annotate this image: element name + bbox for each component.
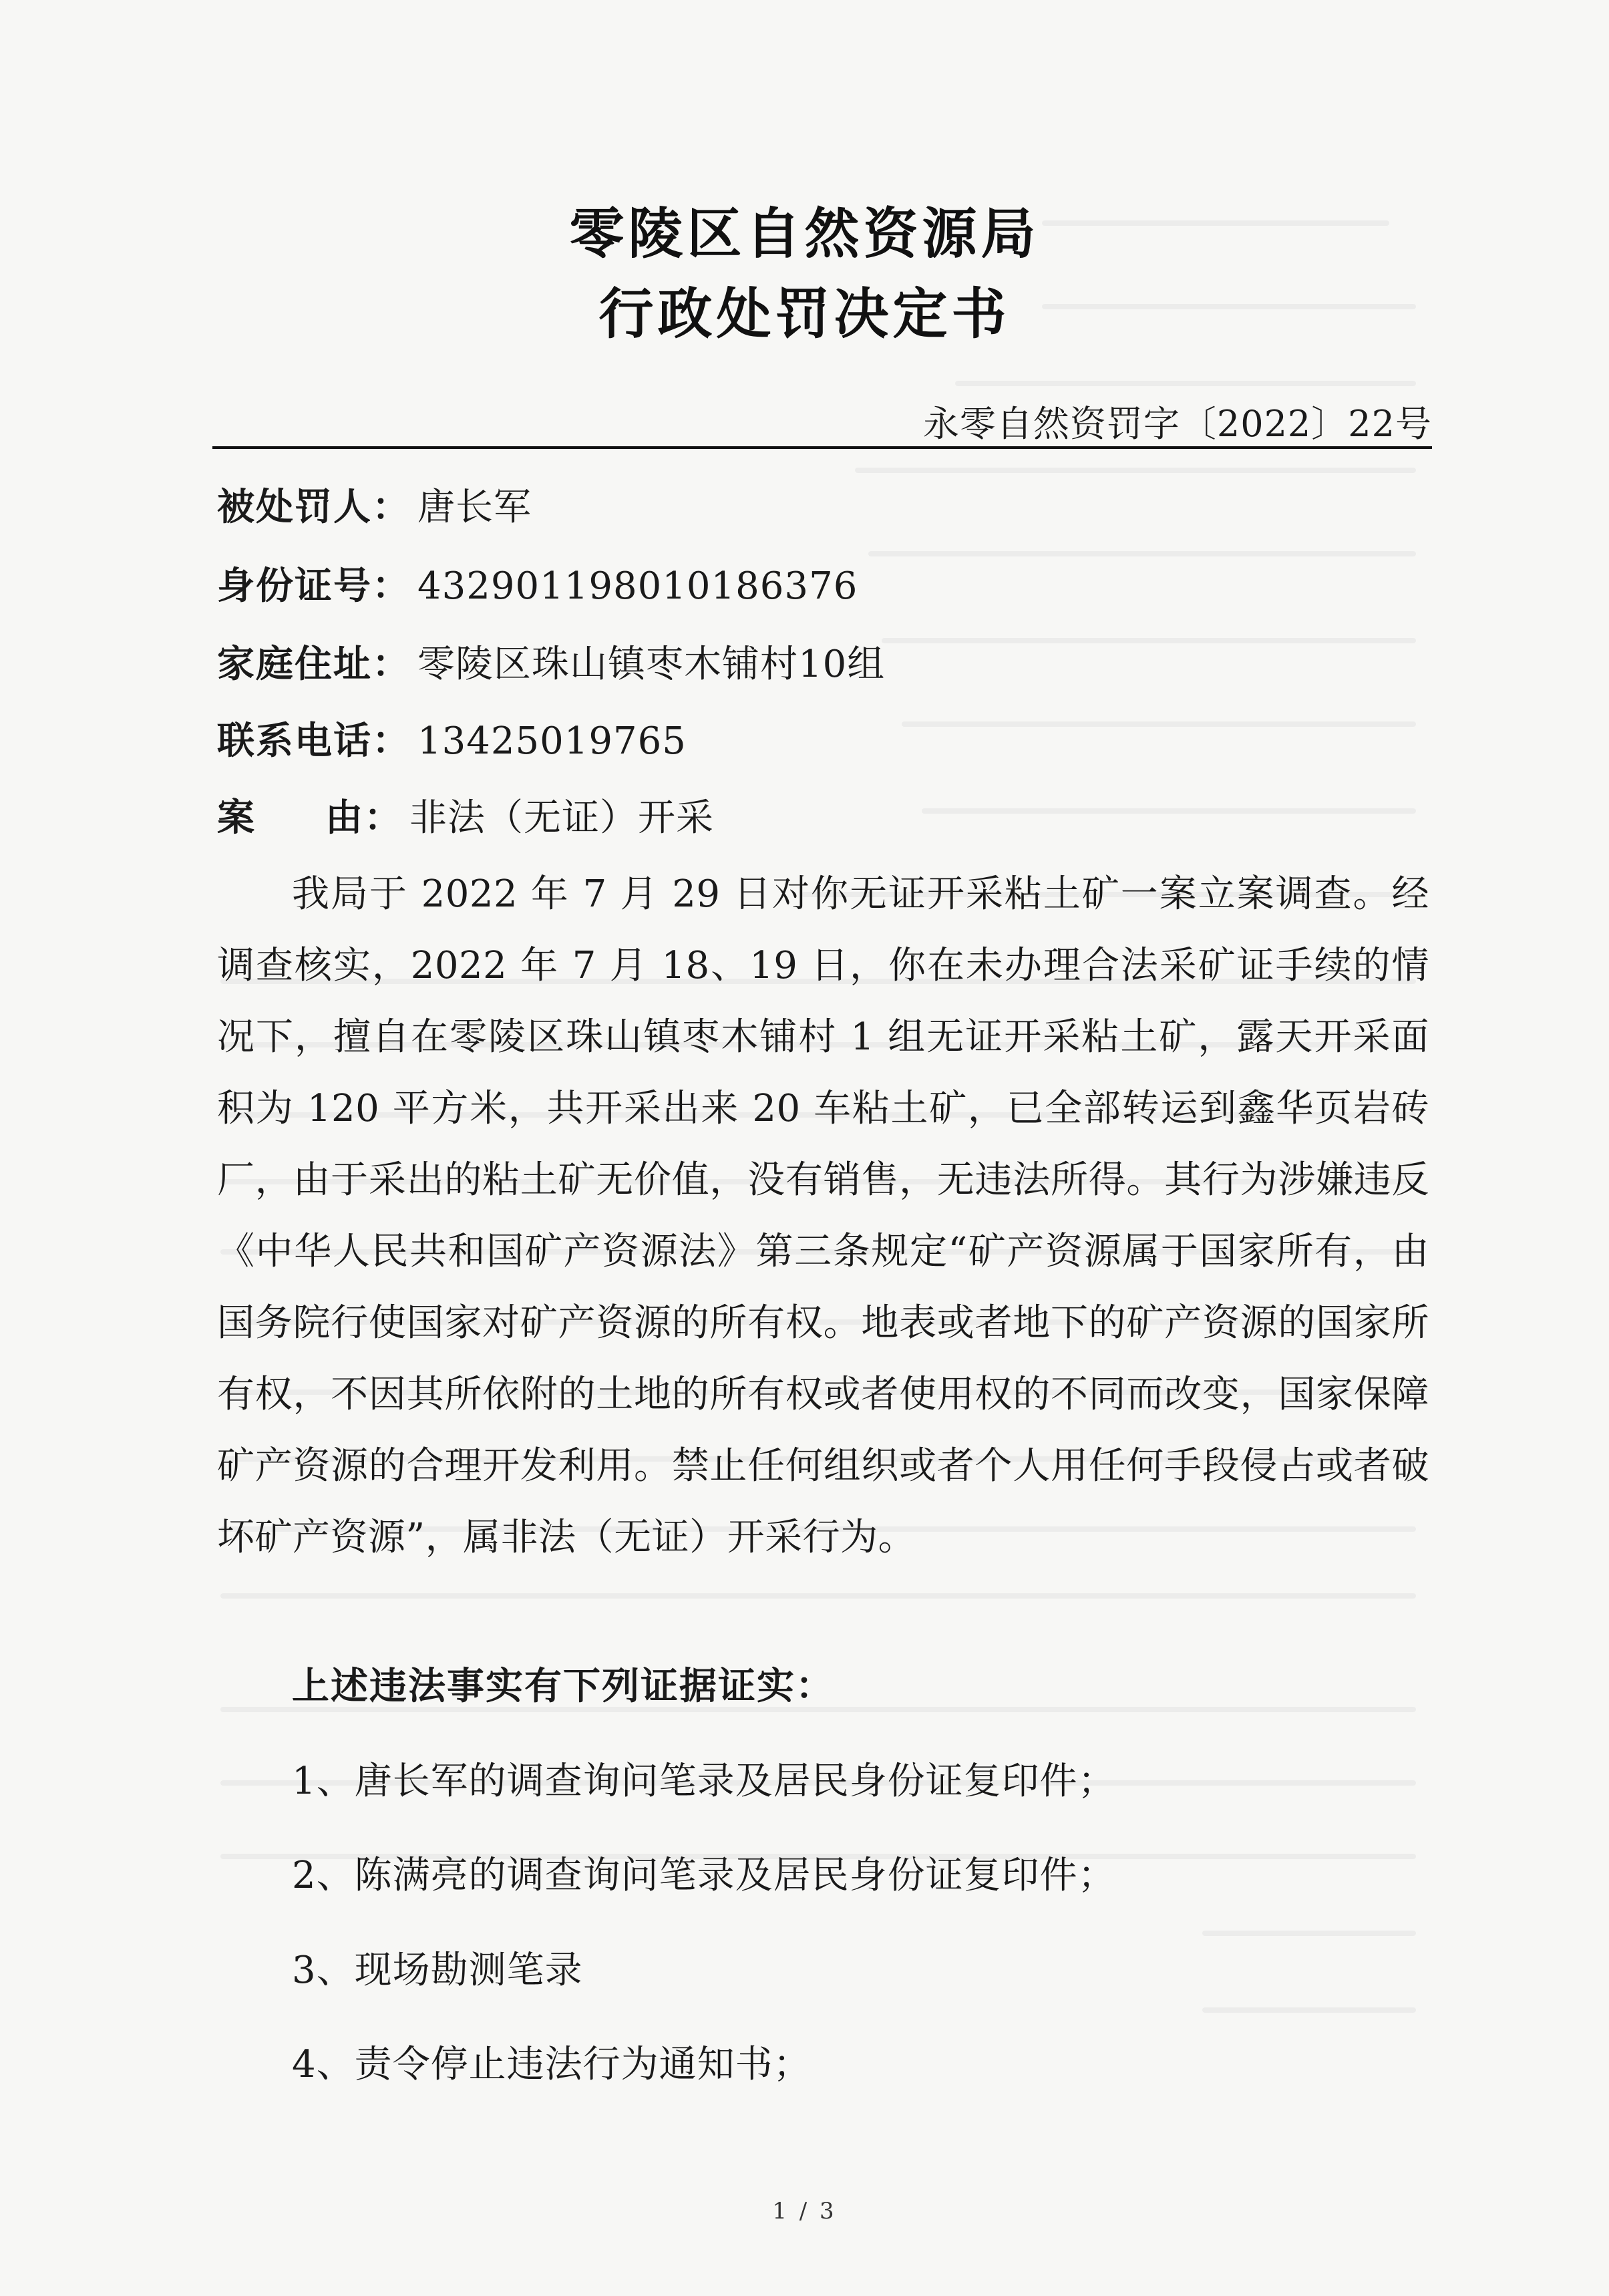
case-reason: 非法（无证）开采 xyxy=(409,796,714,840)
evidence-item: 4、责令停止违法行为通知书； xyxy=(292,2043,812,2086)
page-number: 1 / 3 xyxy=(772,2198,837,2225)
party-id-label: 身份证号： xyxy=(217,564,411,608)
party-address-row xyxy=(217,635,885,688)
case-facts-paragraph: 我局于 2022 年 7 月 29 日对你无证开采粘土矿一案立案调查。经调查核实，2022 年 7 月 18、19 日，你在未办理合法采矿证手续的情况下，擅自在零陵区珠山镇枣木铺村 1 组无证开采粘土矿，露天开采面积为 120 平方米，共开采出来 20 车粘土矿，已全部转运到鑫华页岩砖厂，由于采出的粘土矿无价值，没有销售，无违法所得。其行为涉嫌违反《中华人民共和国矿产资源法》第三条规定“矿产资源属于国家所有，由国务院行使国家对矿产资源的所有权。地表或者地下的矿产资源的国家所有权，不因其所依附的土地的所有权或者使用权的不同而改变，国家保障矿产资源的合理开发利用。禁止任何组织或者个人用任何手段侵占或者破坏矿产资源”，属非法（无证）开采行为。 xyxy=(217,872,1429,1559)
evidence-heading: 上述违法事实有下列证据证实： xyxy=(292,1665,834,1708)
document-type-title: 行政处罚决定书 xyxy=(598,283,1011,346)
party-name-row xyxy=(217,478,532,531)
evidence-item: 1、唐长军的调查询问笔录及居民身份证复印件； xyxy=(292,1760,1116,1803)
case-reason-label: 案 由： xyxy=(217,796,403,840)
party-id: 432901198010186376 xyxy=(417,564,858,608)
agency-title: 零陵区自然资源局 xyxy=(569,202,1040,266)
party-id-row xyxy=(217,556,858,610)
header-rule xyxy=(212,446,1432,449)
party-address-label: 家庭住址： xyxy=(217,643,411,686)
party-phone: 13425019765 xyxy=(417,719,687,763)
case-facts-body xyxy=(217,858,1429,1573)
party-phone-label: 联系电话： xyxy=(217,719,411,763)
document-number: 永零自然资罚字〔2022〕22号 xyxy=(922,403,1432,445)
party-phone-row xyxy=(217,711,687,765)
party-name-label: 被处罚人： xyxy=(217,486,411,529)
case-reason-row xyxy=(217,788,714,842)
party-name: 唐长军 xyxy=(417,486,532,529)
evidence-item: 2、陈满亮的调查询问笔录及居民身份证复印件； xyxy=(292,1854,1116,1897)
party-address: 零陵区珠山镇枣木铺村10组 xyxy=(417,643,886,686)
evidence-item: 3、现场勘测笔录 xyxy=(292,1949,583,1992)
